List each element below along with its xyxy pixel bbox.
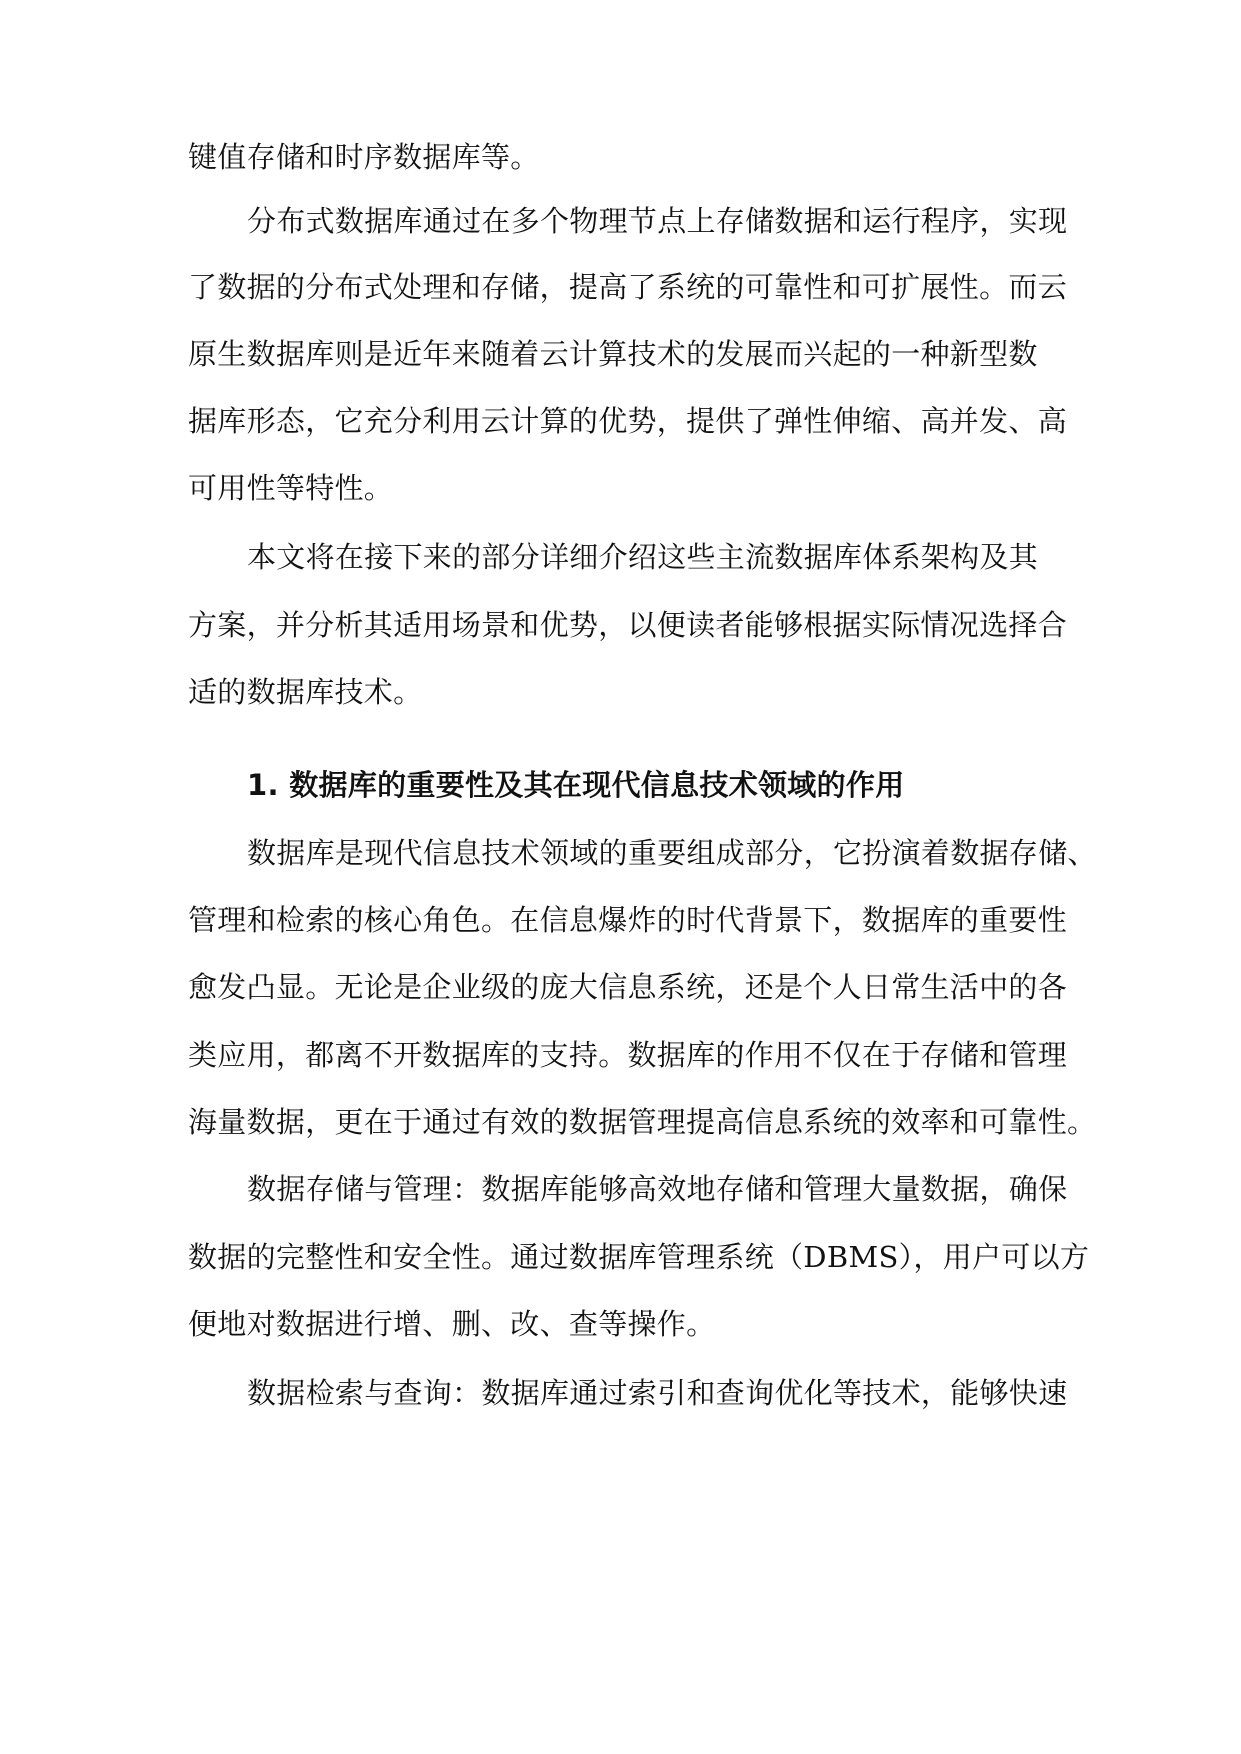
text-line: 适的数据库技术。 bbox=[188, 675, 423, 709]
paragraph-first-line: 数据库是现代信息技术领域的重要组成部分，它扮演着数据存储、 bbox=[247, 836, 1097, 870]
paragraph-first-line: 本文将在接下来的部分详细介绍这些主流数据库体系架构及其 bbox=[247, 540, 1039, 574]
paragraph-first-line: 数据检索与查询：数据库通过索引和查询优化等技术，能够快速 bbox=[247, 1376, 1068, 1410]
text-line: 数据的完整性和安全性。通过数据库管理系统（DBMS），用户可以方 bbox=[188, 1240, 1090, 1274]
text-line: 便地对数据进行增、删、改、查等操作。 bbox=[188, 1307, 716, 1341]
text-line: 原生数据库则是近年来随着云计算技术的发展而兴起的一种新型数 bbox=[188, 337, 1038, 371]
section-heading: 1. 数据库的重要性及其在现代信息技术领域的作用 bbox=[247, 768, 905, 802]
text-line: 海量数据，更在于通过有效的数据管理提高信息系统的效率和可靠性。 bbox=[188, 1105, 1097, 1139]
text-line: 键值存储和时序数据库等。 bbox=[188, 140, 540, 174]
text-line: 管理和检索的核心角色。在信息爆炸的时代背景下，数据库的重要性 bbox=[188, 903, 1068, 937]
text-line: 可用性等特性。 bbox=[188, 471, 394, 505]
text-line: 方案，并分析其适用场景和优势，以便读者能够根据实际情况选择合 bbox=[188, 608, 1068, 642]
paragraph-first-line: 数据存储与管理：数据库能够高效地存储和管理大量数据，确保 bbox=[247, 1172, 1068, 1206]
text-line: 愈发凸显。无论是企业级的庞大信息系统，还是个人日常生活中的各 bbox=[188, 970, 1068, 1004]
text-line: 类应用，都离不开数据库的支持。数据库的作用不仅在于存储和管理 bbox=[188, 1038, 1068, 1072]
paragraph-first-line: 分布式数据库通过在多个物理节点上存储数据和运行程序，实现 bbox=[247, 204, 1068, 238]
text-line: 据库形态，它充分利用云计算的优势，提供了弹性伸缩、高并发、高 bbox=[188, 404, 1068, 438]
text-line: 了数据的分布式处理和存储，提高了系统的可靠性和可扩展性。而云 bbox=[188, 270, 1068, 304]
